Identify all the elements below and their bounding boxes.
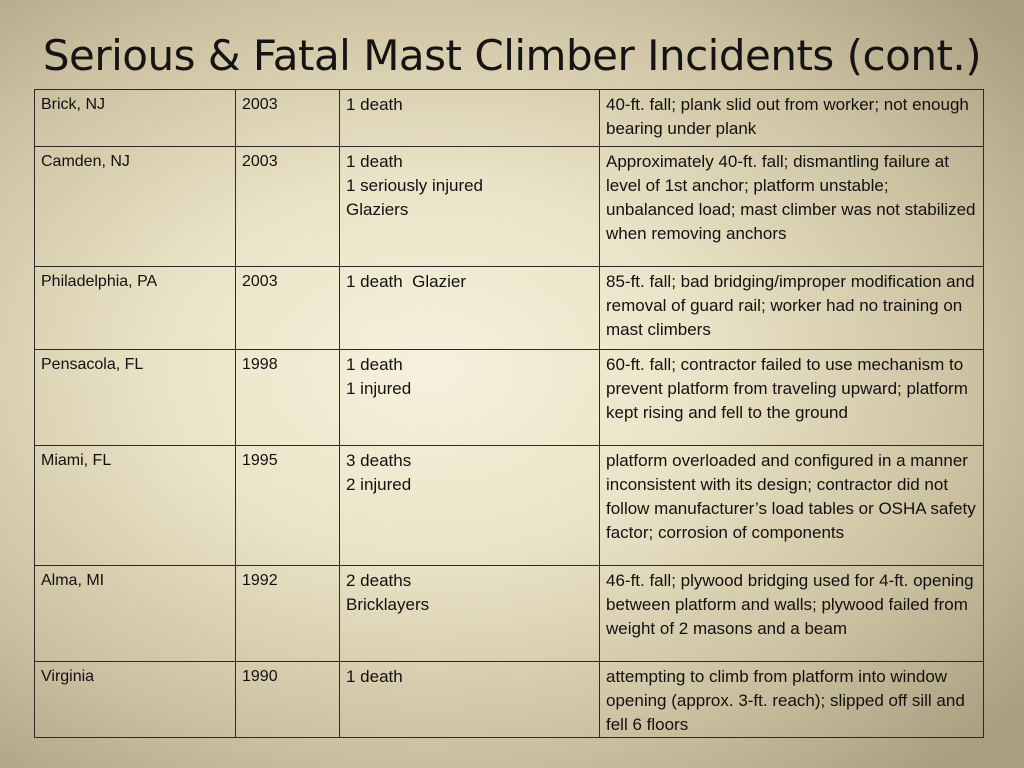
outcome-line: 3 deaths	[346, 451, 412, 470]
table-row	[35, 90, 984, 147]
year-cell: 1990	[236, 662, 340, 738]
table-row	[35, 566, 984, 662]
location-cell: Camden, NJ	[35, 147, 236, 267]
location-cell: Miami, FL	[35, 446, 236, 566]
outcome-line: 1 death Glazier	[346, 272, 467, 291]
location-cell: Pensacola, FL	[35, 350, 236, 446]
incidents-table	[34, 89, 984, 738]
location-cell: Brick, NJ	[35, 90, 236, 147]
description-cell	[600, 147, 984, 267]
location-cell: Virginia	[35, 662, 236, 738]
location-cell: Philadelphia, PA	[35, 267, 236, 350]
table-row	[35, 350, 984, 446]
table-row	[35, 147, 984, 267]
outcome-cell	[340, 446, 600, 566]
year-cell: 1995	[236, 446, 340, 566]
year-cell: 1992	[236, 566, 340, 662]
outcome-cell	[340, 662, 600, 738]
outcome-line: Glaziers	[346, 200, 409, 219]
year-cell: 1998	[236, 350, 340, 446]
outcome-cell	[340, 147, 600, 267]
outcome-line: 1 death	[346, 355, 403, 374]
year-cell: 2003	[236, 147, 340, 267]
description-text: attempting to climb from platform into window opening (approx. 3-ft. reach); slipped off sill and fell 6 floors	[606, 667, 965, 734]
table-row	[35, 446, 984, 566]
outcome-line: 1 death	[346, 152, 403, 171]
description-text: 40-ft. fall; plank slid out from worker; not enough bearing under plank	[606, 95, 969, 138]
description-cell	[600, 566, 984, 662]
table-row	[35, 267, 984, 350]
outcome-line: Bricklayers	[346, 595, 430, 614]
outcome-line: 1 death	[346, 95, 403, 114]
description-cell	[600, 662, 984, 738]
description-text: 46-ft. fall; plywood bridging used for 4-ft. opening between platform and walls; plywood failed from weight of 2 masons and a beam	[606, 571, 974, 638]
description-text: Approximately 40-ft. fall; dismantling failure at level of 1st anchor; platform unstable; unbalanced load; mast climber was not stabilized when removing anchors	[606, 152, 976, 243]
outcome-cell	[340, 566, 600, 662]
year-cell: 2003	[236, 267, 340, 350]
description-text: 85-ft. fall; bad bridging/improper modification and removal of guard rail; worker had no training on mast climbers	[606, 272, 975, 339]
outcome-line: 1 seriously injured	[346, 176, 484, 195]
location-cell: Alma, MI	[35, 566, 236, 662]
outcome-line: 1 injured	[346, 379, 412, 398]
outcome-cell	[340, 90, 600, 147]
description-text: platform overloaded and configured in a manner inconsistent with its design; contractor did not follow manufacturer’s load tables or OSHA safety factor; corrosion of components	[606, 451, 976, 542]
description-cell	[600, 267, 984, 350]
outcome-line: 1 death	[346, 667, 403, 686]
outcome-line: 2 deaths	[346, 571, 412, 590]
description-cell	[600, 446, 984, 566]
year-cell: 2003	[236, 90, 340, 147]
table-row	[35, 662, 984, 738]
outcome-cell	[340, 267, 600, 350]
outcome-line: 2 injured	[346, 475, 412, 494]
outcome-cell	[340, 350, 600, 446]
description-cell	[600, 90, 984, 147]
slide-title: Serious & Fatal Mast Climber Incidents (cont.)	[42, 31, 982, 80]
description-cell	[600, 350, 984, 446]
description-text: 60-ft. fall; contractor failed to use mechanism to prevent platform from traveling upward; platform kept rising and fell to the ground	[606, 355, 968, 422]
